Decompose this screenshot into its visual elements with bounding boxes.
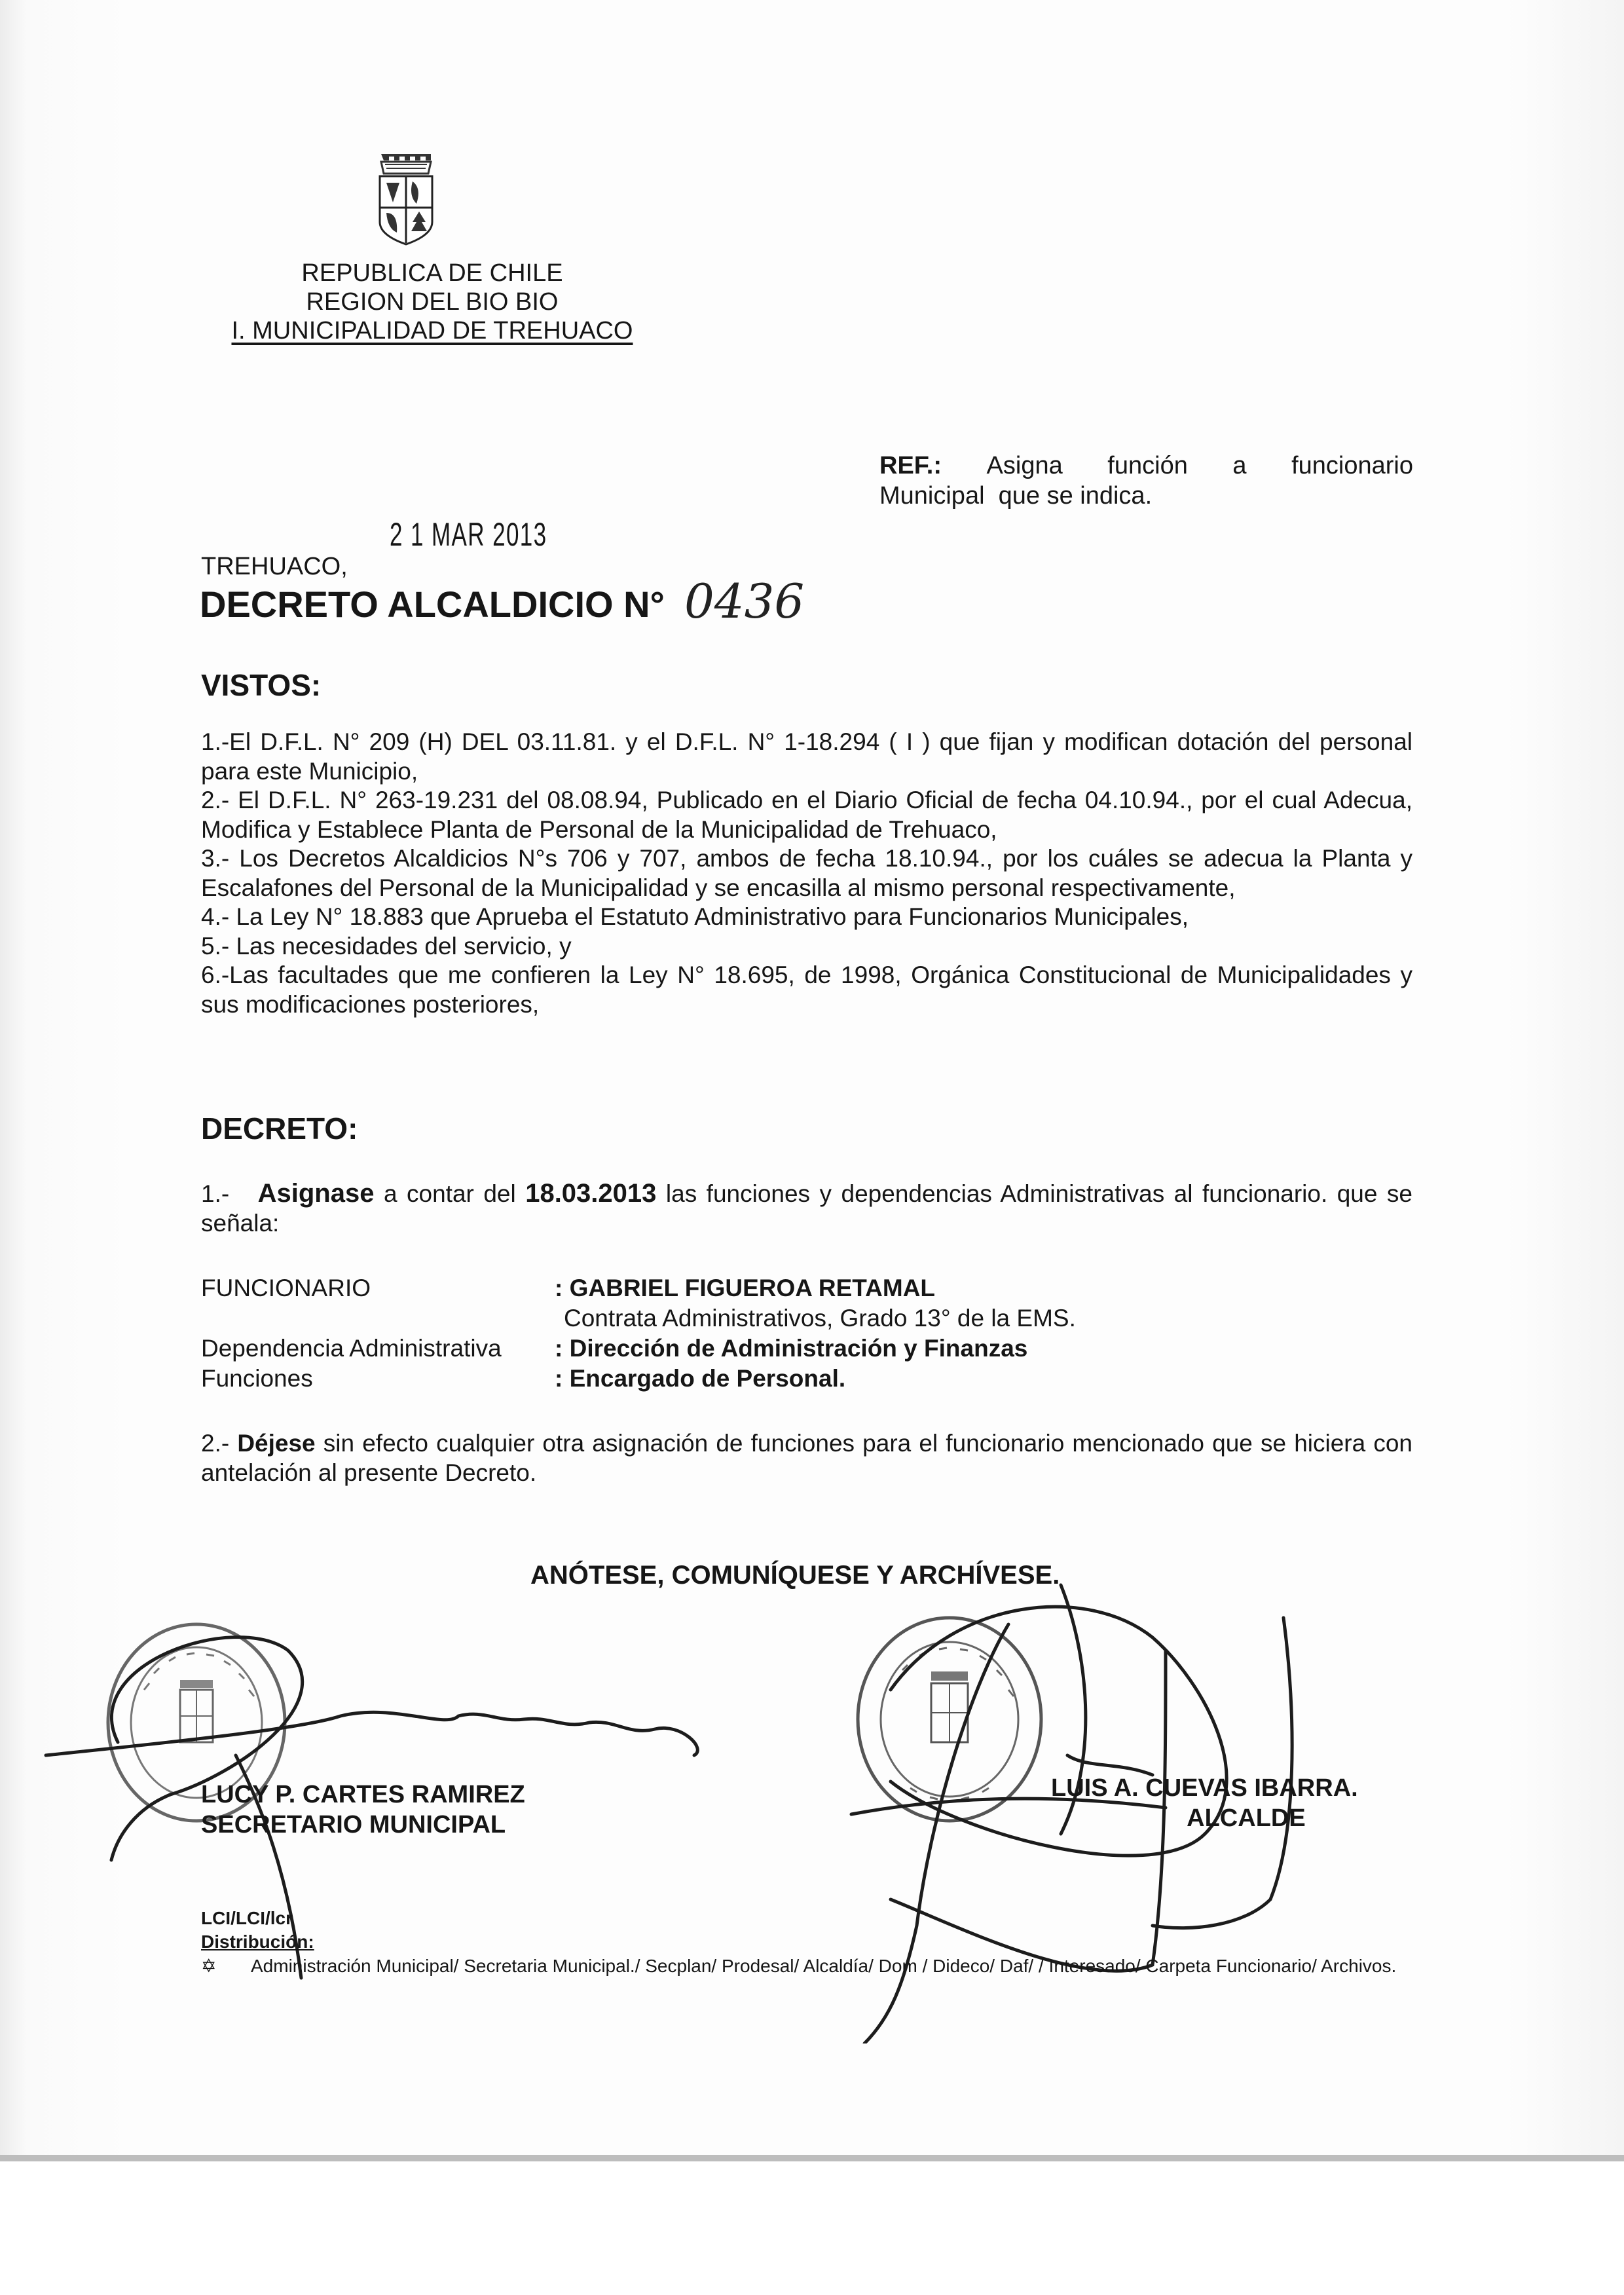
mayor-name: LUIS A. CUEVAS IBARRA. bbox=[1051, 1774, 1358, 1802]
reference-word: Asigna bbox=[986, 452, 1063, 479]
reference-line2: Municipal que se indica. bbox=[879, 482, 1153, 510]
field-row bbox=[201, 1273, 1076, 1303]
field-value: Contrata Administrativos, Grado 13° de la EMS. bbox=[564, 1305, 1076, 1332]
secretary-signature-block bbox=[201, 1780, 525, 1840]
reference-block bbox=[879, 451, 1413, 511]
article-2-text: sin efecto cualquier otra asignación de funciones para el funcionario mencionado que se hiciera con antelación al presente Decreto. bbox=[201, 1430, 1412, 1486]
article-2-verb: Déjese bbox=[237, 1430, 316, 1457]
field-value: : Encargado de Personal. bbox=[555, 1365, 846, 1392]
vistos-item: 1.-El D.F.L. N° 209 (H) DEL 03.11.81. y el D.F.L. N° 1-18.294 ( I ) que fijan y modifican dotación del personal para este Municipio, bbox=[201, 728, 1412, 785]
field-row bbox=[201, 1364, 1076, 1394]
field-value: : Dirección de Administración y Finanzas bbox=[555, 1335, 1028, 1362]
vistos-item: 6.-Las facultades que me confieren la Ley N° 18.695, de 1998, Orgánica Constitucional de Municipalidades y sus modificaciones posteriores, bbox=[201, 961, 1412, 1018]
vistos-item: 5.- Las necesidades del servicio, y bbox=[201, 932, 572, 960]
article-1-verb: Asignase bbox=[257, 1179, 375, 1208]
secretary-title: SECRETARIO MUNICIPAL bbox=[201, 1811, 506, 1838]
vistos-item: 3.- Los Decretos Alcaldicios N°s 706 y 707, ambos de fecha 18.10.94., por los cuáles se adecua la Planta y Escalafones del Personal de la Municipalidad y se encasilla al mismo personal respectivamente, bbox=[201, 845, 1412, 901]
officer-fields bbox=[201, 1273, 1076, 1394]
secretary-name: LUCY P. CARTES RAMIREZ bbox=[201, 1781, 525, 1808]
letterhead-municipality: I. MUNICIPALIDAD DE TREHUACO bbox=[231, 317, 633, 345]
reference-code: LCI/LCI/lcr bbox=[201, 1908, 293, 1928]
mayor-seal-stamp bbox=[851, 1611, 1048, 1827]
distribution-heading: Distribución: bbox=[201, 1931, 314, 1952]
article-2 bbox=[201, 1429, 1412, 1487]
vistos-item: 2.- El D.F.L. N° 263-19.231 del 08.08.94, Publicado en el Diario Oficial de fecha 04.10.94., por el cual Adecua, Modifica y Establece Planta de Personal de la Municipalidad de Trehuaco, bbox=[201, 787, 1412, 843]
field-label: Dependencia Administrativa bbox=[201, 1335, 502, 1362]
reference-label: REF.: bbox=[879, 452, 942, 479]
field-label: Funciones bbox=[201, 1365, 313, 1392]
field-row bbox=[201, 1334, 1076, 1364]
article-1-text-a: a contar del bbox=[383, 1180, 516, 1207]
closing-formula: ANÓTESE, COMUNÍQUESE Y ARCHÍVESE. bbox=[530, 1561, 1060, 1590]
reference-word: función bbox=[1107, 452, 1188, 479]
reference-word: a bbox=[1232, 452, 1247, 479]
field-value: : GABRIEL FIGUEROA RETAMAL bbox=[555, 1275, 936, 1301]
letterhead-country: REPUBLICA DE CHILE bbox=[301, 259, 563, 287]
city-label: TREHUACO, bbox=[201, 553, 348, 580]
field-label bbox=[201, 1303, 555, 1334]
field-row bbox=[201, 1303, 1076, 1334]
distribution-text: Administración Municipal/ Secretaria Municipal./ Secplan/ Prodesal/ Alcaldía/ Dom / Dideco/ Daf/ / Interesado/ Carpeta Funcionario/ Archivos. bbox=[251, 1956, 1397, 1976]
letterhead-region: REGION DEL BIO BIO bbox=[306, 288, 559, 316]
vistos-list bbox=[201, 728, 1412, 1019]
article-1-text-b: las funciones y dependencias Administrativas al funcionario. que se señala: bbox=[201, 1180, 1413, 1237]
article-1-date: 18.03.2013 bbox=[525, 1179, 657, 1208]
article-1-number: 1.- bbox=[201, 1180, 230, 1207]
decree-title: DECRETO ALCALDICIO N° bbox=[200, 584, 665, 625]
coat-of-arms-icon bbox=[367, 147, 445, 246]
article-2-number: 2.- bbox=[201, 1430, 230, 1457]
star-of-david-bullet-icon: ✡ bbox=[201, 1956, 217, 1976]
letterhead bbox=[196, 259, 668, 345]
footer-reference bbox=[201, 1907, 314, 1954]
decree-number-handwritten: 0436 bbox=[684, 574, 805, 629]
vistos-heading: VISTOS: bbox=[201, 668, 322, 702]
decreto-heading: DECRETO: bbox=[201, 1111, 358, 1146]
distribution-list bbox=[201, 1955, 1412, 1977]
article-1 bbox=[201, 1179, 1412, 1238]
reference-word: funcionario bbox=[1291, 452, 1413, 479]
mayor-signature-block bbox=[1051, 1773, 1358, 1833]
mayor-title: ALCALDE bbox=[1187, 1804, 1306, 1832]
date-stamp: 2 1 MAR 2013 bbox=[390, 516, 547, 553]
field-label: FUNCIONARIO bbox=[201, 1275, 371, 1301]
vistos-item: 4.- La Ley N° 18.883 que Aprueba el Estatuto Administrativo para Funcionarios Municipales, bbox=[201, 903, 1189, 930]
